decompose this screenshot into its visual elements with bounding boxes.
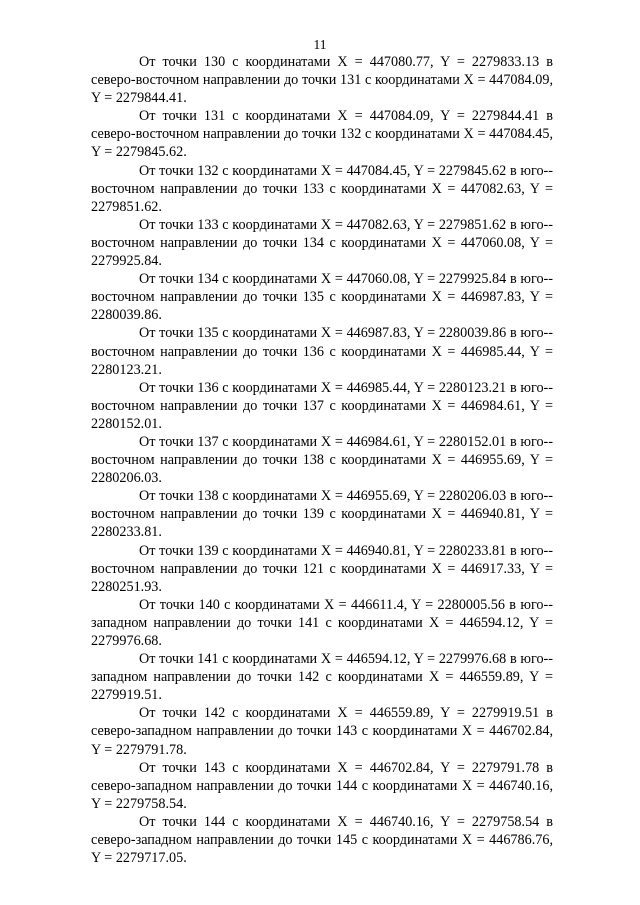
paragraph-point-140: От точки 140 с координатами X = 446611.4, Y = 2280005.56 в юго-западном направлении до точки 141 с координатами X = 446594.12, Y = 2279976.68.	[91, 596, 553, 649]
paragraph-point-133: От точки 133 с координатами X = 447082.63, Y = 2279851.62 в юго-восточном направлении до точки 134 с координатами X = 447060.08, Y = 2279925.84.	[91, 216, 553, 270]
paragraph-point-142: От точки 142 с координатами X = 446559.89, Y = 2279919.51 в северо-западном направлении до точки 143 с координатами X = 446702.84, Y = 2279791.78.	[91, 705, 553, 758]
paragraph-point-136: От точки 136 с координатами X = 446985.44, Y = 2280123.21 в юго-восточном направлении до точки 137 с координатами X = 446984.61, Y = 2280152.01.	[91, 379, 553, 432]
paragraph-point-134: От точки 134 с координатами X = 447060.08, Y = 2279925.84 в юго-восточном направлении до точки 135 с координатами X = 446987.83, Y = 2280039.86.	[91, 271, 553, 324]
document-body	[91, 53, 553, 867]
paragraph-point-141: От точки 141 с координатами X = 446594.12, Y = 2279976.68 в юго-западном направлении до точки 142 с координатами X = 446559.89, Y = 2279919.51.	[91, 651, 553, 704]
paragraph-point-138: От точки 138 с координатами X = 446955.69, Y = 2280206.03 в юго-восточном направлении до точки 139 с координатами X = 446940.81, Y = 2280233.81.	[91, 488, 553, 541]
paragraph-point-137: От точки 137 с координатами X = 446984.61, Y = 2280152.01 в юго-восточном направлении до точки 138 с координатами X = 446955.69, Y = 2280206.03.	[91, 433, 553, 487]
page-number: 11	[313, 37, 327, 52]
paragraph-point-144: От точки 144 с координатами X = 446740.16, Y = 2279758.54 в северо-западном направлении до точки 145 с координатами X = 446786.76, Y = 2279717.05.	[91, 813, 553, 867]
paragraph-point-143: От точки 143 с координатами X = 446702.84, Y = 2279791.78 в северо-западном направлении до точки 144 с координатами X = 446740.16, Y = 2279758.54.	[91, 759, 553, 812]
paragraph-point-131: От точки 131 с координатами X = 447084.09, Y = 2279844.41 в северо-восточном направлении до точки 132 с координатами X = 447084.45, Y = 2279845.62.	[91, 108, 553, 161]
paragraph-point-139: От точки 139 с координатами X = 446940.81, Y = 2280233.81 в юго-восточном направлении до точки 121 с координатами X = 446917.33, Y = 2280251.93.	[91, 542, 553, 595]
paragraph-point-135: От точки 135 с координатами X = 446987.83, Y = 2280039.86 в юго-восточном направлении до точки 136 с координатами X = 446985.44, Y = 2280123.21.	[91, 325, 553, 378]
paragraph-point-130: От точки 130 с координатами X = 447080.77, Y = 2279833.13 в северо-восточном направлении до точки 131 с координатами X = 447084.09, Y = 2279844.41.	[91, 54, 553, 107]
paragraph-point-132: От точки 132 с координатами X = 447084.45, Y = 2279845.62 в юго-восточном направлении до точки 133 с координатами X = 447082.63, Y = 2279851.62.	[91, 162, 553, 215]
